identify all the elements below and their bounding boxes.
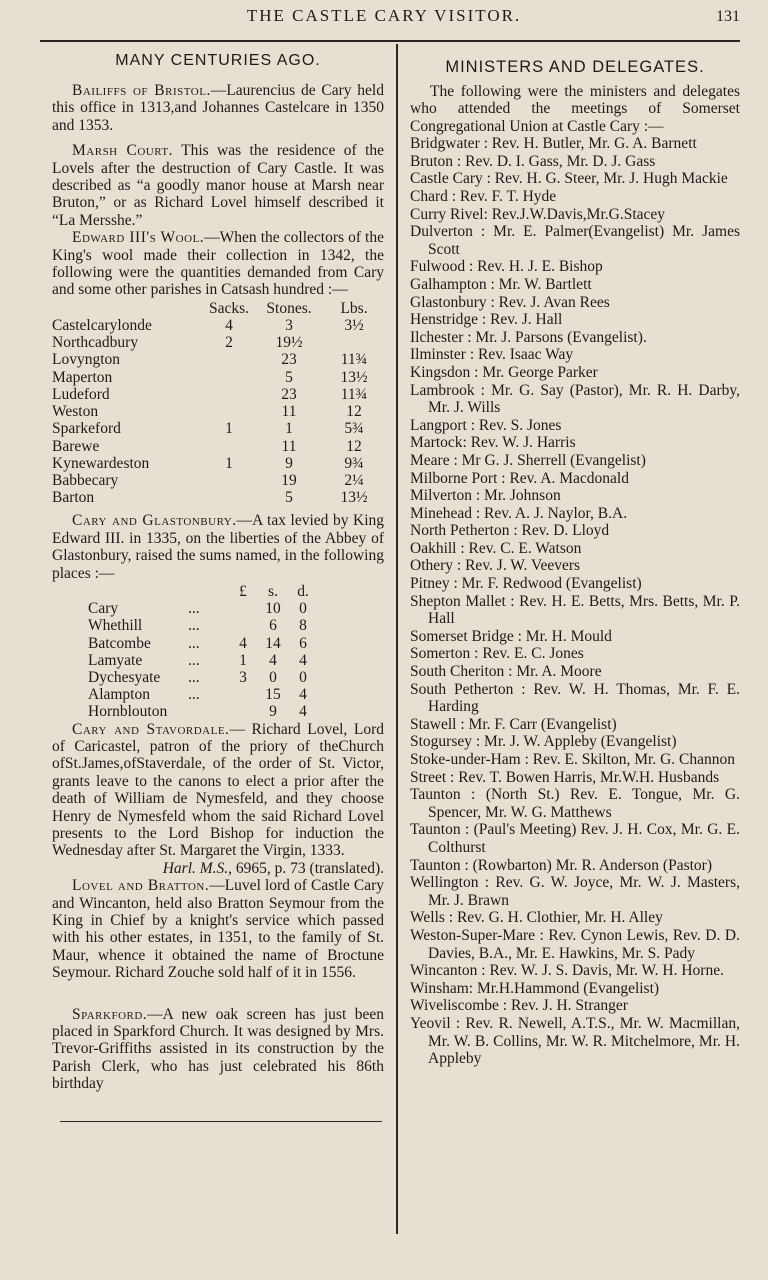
table-row xyxy=(88,669,318,686)
stones-cell: 9 xyxy=(285,454,293,472)
left-column xyxy=(52,36,384,1093)
pounds-cell xyxy=(228,686,258,703)
leader-dots: ... xyxy=(188,634,200,652)
pounds-cell xyxy=(228,600,258,617)
lbs-cell: 12 xyxy=(346,437,362,455)
table-row xyxy=(88,600,318,617)
list-item: Stawell : Mr. F. Carr (Evangelist) xyxy=(410,715,617,733)
list-item: Minehead : Rev. A. J. Naylor, B.A. xyxy=(410,504,628,522)
running-title: THE CASTLE CARY VISITOR. xyxy=(246,6,522,25)
pounds-cell: 4 xyxy=(239,634,247,652)
wool-header-stones: Stones. xyxy=(266,299,312,317)
table-row xyxy=(88,703,318,720)
lbs-cell: 13½ xyxy=(340,489,368,507)
table-row xyxy=(52,317,384,334)
list-item: Weston-Super-Mare : Rev. Cynon Lewis, Rev. D. D. Davies, B.A., Mr. E. Hawkins, Mr. S. Pady xyxy=(410,926,740,962)
stones-cell: 5 xyxy=(285,489,293,507)
sacks-cell xyxy=(204,489,254,506)
sparkford-paragraph xyxy=(52,1006,384,1093)
sparkford-lead: Sparkford. xyxy=(72,1005,148,1023)
wool-table-header xyxy=(52,300,384,317)
ministers-heading: MINISTERS AND DELEGATES. xyxy=(445,58,705,76)
shillings-cell: 4 xyxy=(269,651,277,669)
bailiffs-text: —Laurencius de Cary held this office in 1313,and Johannes Castelcare in 1350 and 1353. xyxy=(52,82,384,134)
pence-cell: 4 xyxy=(299,686,307,704)
sacks-cell xyxy=(204,403,254,420)
table-row xyxy=(52,420,384,437)
harl-citation xyxy=(52,860,384,877)
place-cell: Whethill xyxy=(88,617,143,635)
pence-cell: 4 xyxy=(299,651,307,669)
lbs-cell: 11¾ xyxy=(340,351,368,369)
wool-paragraph xyxy=(52,229,384,299)
place-cell: Hornblouton xyxy=(88,703,168,721)
citation-detail: 6965, p. 73 (translated). xyxy=(232,859,384,877)
column-divider xyxy=(396,44,398,1234)
list-item: Othery : Rev. J. W. Veevers xyxy=(410,557,581,575)
parish-cell: Ludeford xyxy=(52,385,110,403)
list-item: Curry Rivel: Rev.J.W.Davis,Mr.G.Stacey xyxy=(410,205,666,223)
running-head xyxy=(0,6,768,32)
many-centuries-heading: MANY CENTURIES AGO. xyxy=(115,52,321,69)
glastonbury-paragraph xyxy=(52,512,384,582)
list-item: Henstridge : Rev. J. Hall xyxy=(410,311,563,329)
lbs-cell: 11¾ xyxy=(340,385,368,403)
shillings-header: s. xyxy=(268,582,278,600)
bailiffs-paragraph xyxy=(52,82,384,134)
list-item: Milborne Port : Rev. A. Macdonald xyxy=(410,469,629,487)
bailiffs-lead: Bailiffs of Bristol. xyxy=(72,82,211,99)
pounds-cell: 1 xyxy=(239,651,247,669)
list-item: Stoke-under-Ham : Rev. E. Skilton, Mr. G. Channon xyxy=(410,751,736,768)
list-item: Taunton : (North St.) Rev. E. Tongue, Mr. G. Spencer, Mr. W. G. Matthews xyxy=(410,786,740,821)
list-item: Dulverton : Mr. E. Palmer(Evangelist) Mr. James Scott xyxy=(410,223,740,258)
table-row xyxy=(52,351,384,368)
lbs-cell: 3½ xyxy=(344,317,364,335)
sacks-cell xyxy=(204,386,254,403)
parish-cell: Weston xyxy=(52,403,99,421)
list-item: Taunton : (Paul's Meeting) Rev. J. H. Cox, Mr. G. E. Colthurst xyxy=(410,821,740,856)
glastonbury-table xyxy=(88,583,318,721)
lbs-cell: 13½ xyxy=(340,368,368,386)
list-item: Pitney : Mr. F. Redwood (Evangelist) xyxy=(410,575,642,593)
marsh-text: This was the residence of the Lovels after the destruction of Cary Castle. It was described as “a goodly manor house at Marsh near Bruton,” or as Richard Lovel himself described it “La Mersshe.” xyxy=(52,142,385,229)
list-item: Meare : Mr G. J. Sherrell (Evangelist) xyxy=(410,451,646,469)
parish-cell: Castelcarylonde xyxy=(52,317,152,335)
right-column xyxy=(410,36,740,1068)
pounds-cell xyxy=(228,703,258,720)
list-item: Bridgwater : Rev. H. Butler, Mr. G. A. Barnett xyxy=(410,135,697,153)
list-item: Lambrook : Mr. G. Say (Pastor), Mr. R. H. Darby, Mr. J. Wills xyxy=(410,381,740,417)
table-row xyxy=(52,334,384,351)
marsh-paragraph xyxy=(52,142,384,229)
wool-text: —When the collectors of the King's wool made their collection in 1342, the following were the quantities demanded from Cary and some other parishes in Catsash hundred :— xyxy=(52,229,384,299)
wool-header-sacks: Sacks. xyxy=(208,299,250,317)
shillings-cell: 10 xyxy=(265,600,281,618)
ministers-intro: The following were the ministers and delegates who attended the meetings of Somerset Congregational Union at Castle Cary :— xyxy=(410,83,740,135)
lbs-cell: 9¾ xyxy=(344,454,364,472)
list-item: South Petherton : Rev. W. H. Thomas, Mr. F. E. Harding xyxy=(410,680,740,716)
leader-dots: ... xyxy=(188,686,200,704)
list-item: Somerset Bridge : Mr. H. Mould xyxy=(410,627,612,645)
stones-cell: 23 xyxy=(281,351,297,369)
table-row xyxy=(52,369,384,386)
leader-dots: ... xyxy=(188,668,200,686)
sacks-cell: 1 xyxy=(225,454,233,472)
sacks-cell: 4 xyxy=(225,317,233,335)
glastonbury-table-header xyxy=(88,583,318,600)
lbs-cell: 12 xyxy=(346,403,362,421)
glastonbury-lead: Cary and Glastonbury. xyxy=(72,512,237,530)
stones-cell: 19½ xyxy=(275,334,303,352)
stavordale-text: — Richard Lovel, Lord of Caricastel, patron of the priory of theChurch ofSt.James,ofStaverdale, of the order of St. Victor, grants leave to the canons to elect a prior after the death of William de Nymesfeld, and they choose Henry de Nymesfeld whom the said Richard Lovel presents to the Lord Bishop for induction the Wednesday after St. Margaret the Virgin, 1333. xyxy=(52,720,384,860)
stones-cell: 11 xyxy=(281,403,297,421)
stones-cell: 5 xyxy=(285,368,293,386)
table-row xyxy=(52,403,384,420)
leader-dots xyxy=(188,703,228,720)
wool-table xyxy=(52,300,384,506)
pence-cell: 8 xyxy=(299,617,307,635)
sacks-cell xyxy=(204,351,254,368)
pence-cell: 6 xyxy=(299,634,307,652)
list-item: North Petherton : Rev. D. Lloyd xyxy=(410,522,610,540)
shillings-cell: 9 xyxy=(269,703,277,721)
list-item: Winsham: Mr.H.Hammond (Evangelist) xyxy=(410,979,660,997)
lbs-cell xyxy=(324,334,384,351)
leader-dots: ... xyxy=(188,600,200,618)
place-cell: Cary xyxy=(88,600,119,618)
list-item: Milverton : Mr. Johnson xyxy=(410,487,561,505)
shillings-cell: 15 xyxy=(265,686,281,704)
shillings-cell: 0 xyxy=(269,668,277,686)
pounds-header: £ xyxy=(239,582,247,600)
parish-cell: Northcadbury xyxy=(52,334,139,352)
list-item: Castle Cary : Rev. H. G. Steer, Mr. J. Hugh Mackie xyxy=(410,170,728,188)
pounds-cell: 3 xyxy=(239,668,247,686)
list-item: Wincanton : Rev. W. J. S. Davis, Mr. W. H. Horne. xyxy=(410,962,724,980)
parish-cell: Barton xyxy=(52,489,95,507)
leader-dots: ... xyxy=(188,651,200,669)
table-row xyxy=(52,489,384,506)
place-cell: Dychesyate xyxy=(88,668,161,686)
place-cell: Alampton xyxy=(88,686,150,704)
list-item: Yeovil : Rev. R. Newell, A.T.S., Mr. W. Macmillan, Mr. W. B. Collins, Mr. W. R. Mitchelmore, Mr. H. Appleby xyxy=(410,1014,740,1068)
parish-cell: Sparkeford xyxy=(52,420,121,438)
list-item: Taunton : (Rowbarton) Mr. R. Anderson (Pastor) xyxy=(410,856,712,874)
pence-cell: 4 xyxy=(299,703,307,721)
list-item: Bruton : Rev. D. I. Gass, Mr. D. J. Gass xyxy=(410,152,656,170)
table-row xyxy=(52,472,384,489)
table-row xyxy=(88,652,318,669)
list-item: South Cheriton : Mr. A. Moore xyxy=(410,663,602,681)
section-rule xyxy=(60,1121,382,1122)
list-item: Glastonbury : Rev. J. Avan Rees xyxy=(410,293,610,311)
lbs-cell: 5¾ xyxy=(344,420,364,438)
shillings-cell: 14 xyxy=(265,634,281,652)
sacks-cell xyxy=(204,369,254,386)
stavordale-paragraph xyxy=(52,721,384,860)
parish-cell: Maperton xyxy=(52,368,113,386)
parish-cell: Babbecary xyxy=(52,471,119,489)
list-item: Fulwood : Rev. H. J. E. Bishop xyxy=(410,258,603,276)
parish-cell: Lovyngton xyxy=(52,351,121,369)
wool-lead: Edward III's Wool. xyxy=(72,229,205,247)
list-item: Ilchester : Mr. J. Parsons (Evangelist). xyxy=(410,328,647,346)
leader-dots: ... xyxy=(188,617,200,635)
marsh-lead: Marsh Court. xyxy=(72,142,174,160)
list-item: Ilminster : Rev. Isaac Way xyxy=(410,346,574,364)
pence-cell: 0 xyxy=(299,600,307,618)
list-item: Oakhill : Rev. C. E. Watson xyxy=(410,539,582,557)
list-item: Street : Rev. T. Bowen Harris, Mr.W.H. Husbands xyxy=(410,768,720,786)
stavordale-lead: Cary and Stavordale. xyxy=(72,720,230,738)
list-item: Langport : Rev. S. Jones xyxy=(410,416,562,434)
bratton-text: —Luvel lord of Castle Cary and Wincanton, held also Bratton Seymour from the King in Chief by a knight's service which passed with his other estates, in 1351, to the family of St. Maur, whence it obtained the name of Broctune Seymour. Richard Zouche sold half of it in 1556. xyxy=(52,877,384,982)
table-row xyxy=(88,686,318,703)
pence-cell: 0 xyxy=(299,668,307,686)
list-item: Martock: Rev. W. J. Harris xyxy=(410,434,576,452)
glastonbury-text: —A tax levied by King Edward III. in 1335, on the liberties of the Abbey of Glastonbury, raised the sums named, in the following places :— xyxy=(52,512,385,582)
shillings-cell: 6 xyxy=(269,617,277,635)
stones-cell: 11 xyxy=(281,437,297,455)
list-item: Galhampton : Mr. W. Bartlett xyxy=(410,275,592,293)
pence-header: d. xyxy=(297,582,309,600)
parish-cell: Barewe xyxy=(52,437,100,455)
bratton-lead: Lovel and Bratton. xyxy=(72,877,210,895)
sacks-cell: 2 xyxy=(225,334,233,352)
list-item: Kingsdon : Mr. George Parker xyxy=(410,363,598,381)
list-item: Stogursey : Mr. J. W. Appleby (Evangelist) xyxy=(410,733,677,751)
stones-cell: 3 xyxy=(285,317,293,335)
pounds-cell xyxy=(228,617,258,634)
list-item: Wiveliscombe : Rev. J. H. Stranger xyxy=(410,997,628,1015)
list-item: Shepton Mallet : Rev. H. E. Betts, Mrs. Betts, Mr. P. Hall xyxy=(410,592,740,628)
sacks-cell xyxy=(204,472,254,489)
sacks-cell xyxy=(204,438,254,455)
delegates-list xyxy=(410,135,740,1067)
table-row xyxy=(52,438,384,455)
lbs-cell: 2¼ xyxy=(344,471,364,489)
list-item: Wellington : Rev. G. W. Joyce, Mr. W. J. Masters, Mr. J. Brawn xyxy=(410,874,740,909)
table-row xyxy=(88,617,318,634)
citation-source: Harl. M.S., xyxy=(162,859,233,877)
table-row xyxy=(88,635,318,652)
bratton-paragraph xyxy=(52,877,384,981)
table-row xyxy=(52,386,384,403)
page-number: 131 xyxy=(716,8,740,25)
stones-cell: 19 xyxy=(281,471,297,489)
parish-cell: Kynewardeston xyxy=(52,454,150,472)
table-row xyxy=(52,455,384,472)
list-item: Somerton : Rev. E. C. Jones xyxy=(410,645,584,663)
stones-cell: 23 xyxy=(281,385,297,403)
list-item: Wells : Rev. G. H. Clothier, Mr. H. Alley xyxy=(410,909,663,927)
sparkford-text: —A new oak screen has just been placed in Sparkford Church. It was designed by Mrs. Trevor-Griffiths assisted in its construction by the Parish Clerk, who has just celebrated his 86th birthday xyxy=(52,1005,384,1093)
place-cell: Lamyate xyxy=(88,651,143,669)
wool-header-lbs: Lbs. xyxy=(340,299,368,317)
sacks-cell: 1 xyxy=(225,420,233,438)
stones-cell: 1 xyxy=(285,420,293,438)
list-item: Chard : Rev. F. T. Hyde xyxy=(410,188,557,205)
place-cell: Batcombe xyxy=(88,634,151,652)
